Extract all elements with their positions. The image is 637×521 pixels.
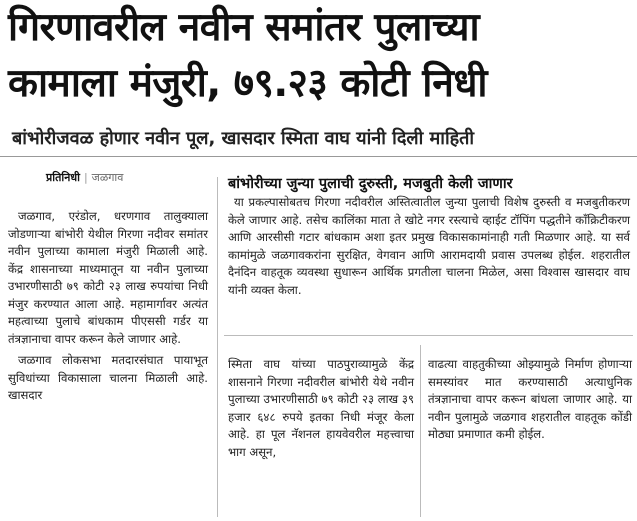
far-right-paragraph: वाढत्या वाहतुकीच्या ओझ्यामुळे निर्माण होणाऱ्या समस्यांवर मात करण्यासाठी अत्याधुनिक तंत्रज्ञानाचा वापर करून बांधला जाणार आहे. या नवीन पुलामुळे जळगाव शहरातील वाहतूक कोंडी मोठ्या प्रमाणात कमी होईल.	[428, 357, 632, 441]
middle-column	[228, 356, 414, 461]
left-paragraph-2: जळगाव लोकसभा मतदारसंघात पायाभूत सुविधांच्या विकासाला चालना मिळाली आहे. खासदार	[8, 353, 208, 402]
column-divider	[217, 177, 218, 517]
box-subhead: बांभोरीच्या जुन्या पुलाची दुरुस्ती, मजबुती केली जाणार	[228, 176, 513, 192]
subheadline: बांभोरीजवळ होणार नवीन पूल, खासदार स्मिता वाघ यांनी दिली माहिती	[12, 128, 475, 149]
box-divider	[224, 335, 633, 336]
headline-line-1: गिरणावरील नवीन समांतर पुलाच्या	[8, 5, 480, 50]
divider	[0, 156, 637, 157]
left-column	[8, 208, 208, 409]
far-right-column	[428, 356, 632, 444]
middle-paragraph: स्मिता वाघ यांच्या पाठपुराव्यामुळे केंद्र शासनाने गिरणा नदीवरील बांभोरी येथे नवीन पुलाच्या उभारणीसाठी ७९ कोटी २३ लाख ३९ हजार ६४८ रुपये इतका निधी मंजूर केला आहे. हा पूल नॅशनल हायवेवरील महत्त्वाचा भाग असून,	[228, 357, 414, 459]
column-divider-2	[420, 345, 421, 517]
box-text	[228, 194, 630, 299]
headline-line-2: कामाला मंजुरी, ७९.२३ कोटी निधी	[8, 61, 488, 106]
byline	[46, 170, 123, 185]
byline-author: प्रतिनिधी	[46, 171, 80, 184]
box-paragraph: या प्रकल्पासोबतच गिरणा नदीवरील अस्तित्वातील जुन्या पुलाची विशेष दुरुस्ती व मजबुतीकरण केले जाणार आहे. तसेच कालिंका माता ते खोटे नगर रस्त्याचे व्हाईट टॉपिंग पद्धतीने कॉंक्रिटीकरण आणि आरसीसी गटार बांधकाम अशा इतर प्रमुख विकासकामांनाही गती मिळणार आहे. या सर्व कामांमुळे जळगावकरांना सुरक्षित, वेगवान आणि आरामदायी प्रवास उपलब्ध होईल. शहरातील दैनंदिन वाहतूक व्यवस्था सुधारून आर्थिक प्रगतीला चालना मिळेल, असा विश्वास खासदार वाघ यांनी व्यक्त केला.	[228, 195, 630, 297]
byline-place: जळगाव	[91, 171, 124, 184]
left-paragraph-1: जळगाव, एरंडोल, धरणगाव तालुक्याला जोडणाऱ्या बांभोरी येथील गिरणा नदीवर समांतर नवीन पुलाच्या कामाला मंजुरी मिळाली आहे. केंद्र शासनाच्या माध्यमातून या नवीन पुलाच्या उभारणीसाठी ७९ कोटी २३ लाख रुपयांचा निधी मंजुर करण्यात आला आहे. महामार्गावर अत्यंत महत्वाच्या पुलाचे बांधकाम पीएससी गर्डर या तंत्रज्ञानाचा वापर करून केले जाणार आहे.	[8, 209, 208, 346]
byline-separator: |	[83, 171, 88, 184]
